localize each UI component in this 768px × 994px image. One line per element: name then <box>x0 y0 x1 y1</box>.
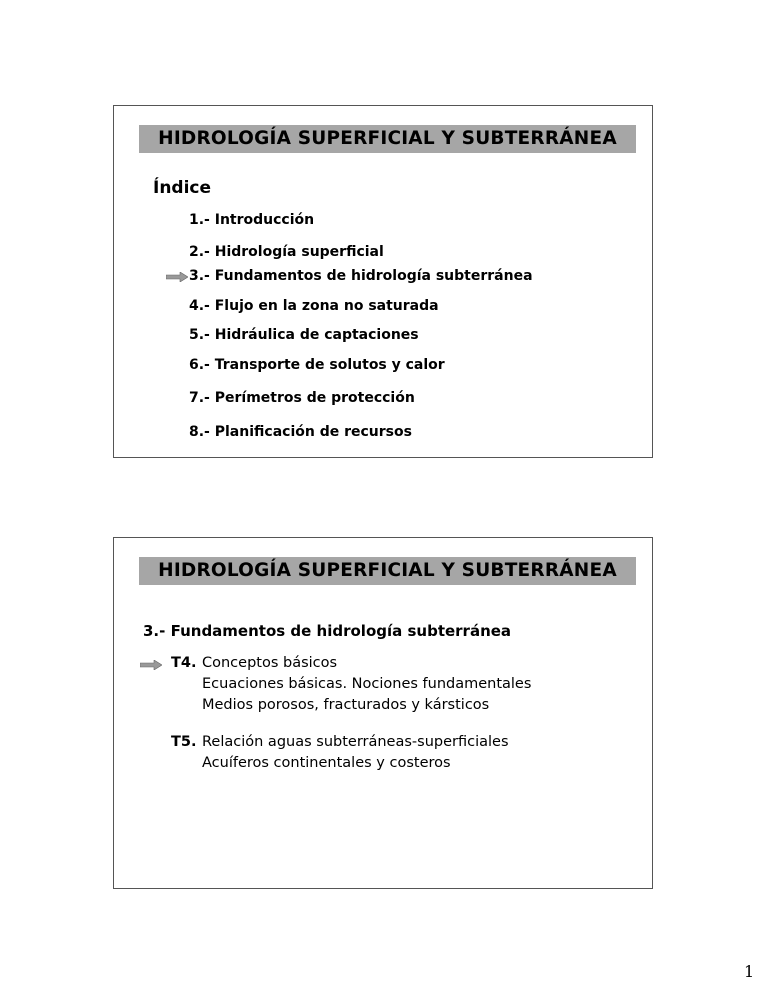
slide-title: HIDROLOGÍA SUPERFICIAL Y SUBTERRÁNEA <box>139 557 636 585</box>
slide-section <box>113 537 653 889</box>
page-number: 1 <box>744 962 755 981</box>
slide-title: HIDROLOGÍA SUPERFICIAL Y SUBTERRÁNEA <box>139 125 636 153</box>
index-item: 7.- Perímetros de protección <box>189 390 415 406</box>
topic-line: Ecuaciones básicas. Nociones fundamentales <box>202 676 532 692</box>
topic-line: Medios porosos, fracturados y kársticos <box>202 697 490 713</box>
topic-line: Acuíferos continentales y costeros <box>202 755 451 771</box>
topic-code: T4. <box>171 655 197 671</box>
index-item: 8.- Planificación de recursos <box>189 424 412 440</box>
index-heading: Índice <box>153 178 212 198</box>
topic-line: Conceptos básicos <box>202 655 338 671</box>
index-item: 5.- Hidráulica de captaciones <box>189 327 419 343</box>
arrow-right-icon <box>140 660 162 670</box>
topic-line: Relación aguas subterráneas-superficiales <box>202 734 509 750</box>
index-item: 4.- Flujo en la zona no saturada <box>189 298 439 314</box>
index-item: 1.- Introducción <box>189 212 315 228</box>
slide-index <box>113 105 653 458</box>
section-heading: 3.- Fundamentos de hidrología subterránea <box>143 622 512 640</box>
index-item: 6.- Transporte de solutos y calor <box>189 357 445 373</box>
topic-code: T5. <box>171 734 197 750</box>
index-item-current: 3.- Fundamentos de hidrología subterránea <box>189 268 533 284</box>
index-item: 2.- Hidrología superficial <box>189 244 384 260</box>
arrow-right-icon <box>166 272 188 282</box>
